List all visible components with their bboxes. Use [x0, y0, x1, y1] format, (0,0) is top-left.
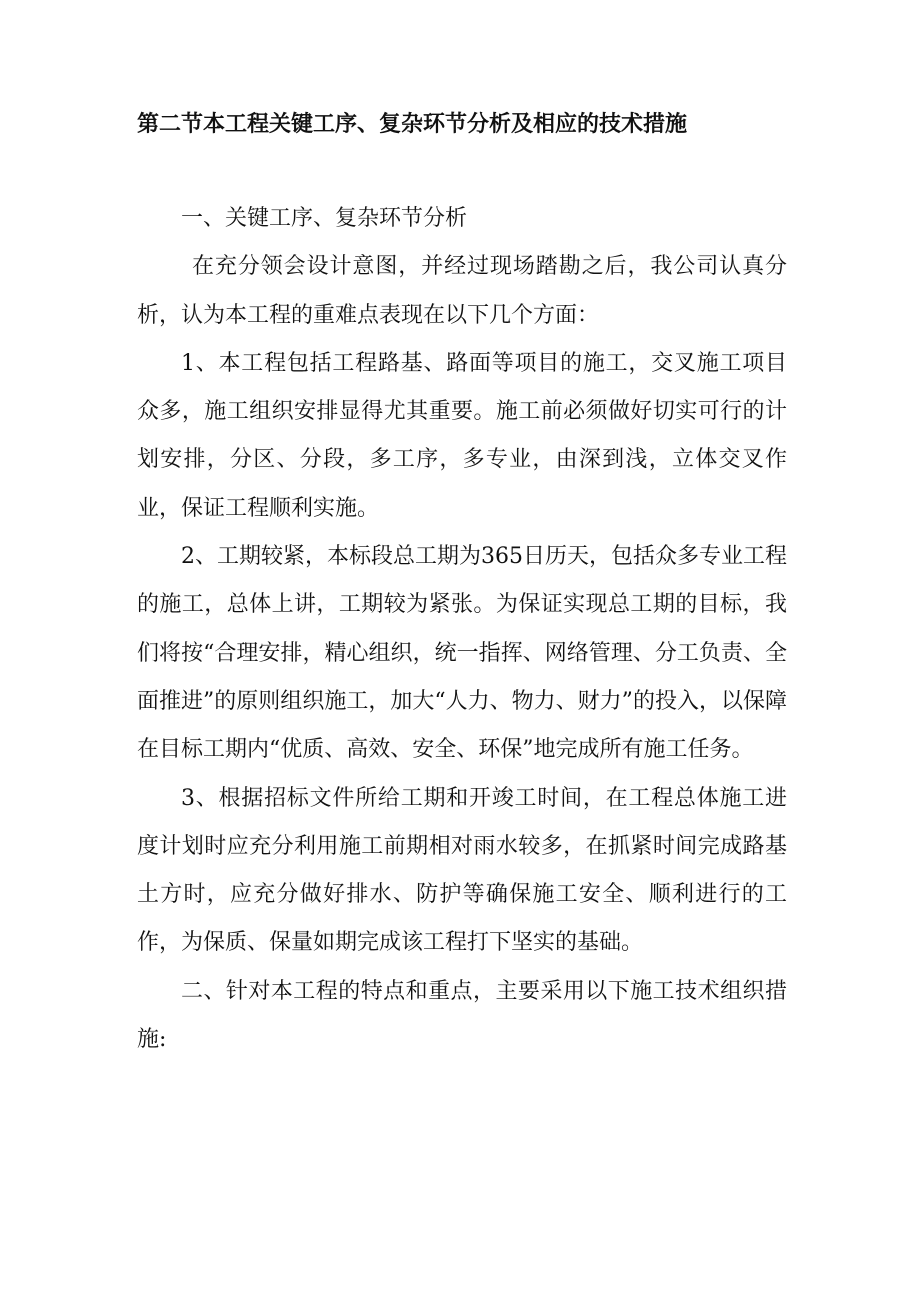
section-title: 第二节本工程关键工序、复杂环节分析及相应的技术措施: [137, 112, 688, 137]
heading-key-processes: 一、关键工序、复杂环节分析: [181, 206, 468, 231]
paragraph-point-1: 1、本工程包括工程路基、路面等项目的施工，交叉施工项目众多，施工组织安排显得尤其重要。施工前必须做好切实可行的计划安排，分区、分段，多工序，多专业，由深到浅，立体交叉作业，保证工程顺利实施。: [137, 350, 787, 521]
document-body: [137, 195, 787, 1064]
paragraph-point-2: 2、工期较紧，本标段总工期为365日历天，包括众多专业工程的施工，总体上讲，工期较为紧张。为保证实现总工期的目标，我们将按“合理安排，精心组织，统一指挥、网络管理、分工负责、全面推进”的原则组织施工，加大“人力、物力、财力”的投入，以保障在目标工期内“优质、高效、安全、环保”地完成所有施工任务。: [137, 544, 787, 763]
paragraph-point-3: 3、根据招标文件所给工期和开竣工时间，在工程总体施工进度计划时应充分利用施工前期相对雨水较多，在抓紧时间完成路基土方时，应充分做好排水、防护等确保施工安全、顺利进行的工作，为保质、保量如期完成该工程打下坚实的基础。: [137, 785, 787, 956]
paragraph-intro: 在充分领会设计意图，并经过现场踏勘之后，我公司认真分析，认为本工程的重难点表现在以下几个方面：: [137, 254, 787, 328]
heading-technical-measures: 二、针对本工程的特点和重点，主要采用以下施工技术组织措施:: [137, 978, 787, 1053]
